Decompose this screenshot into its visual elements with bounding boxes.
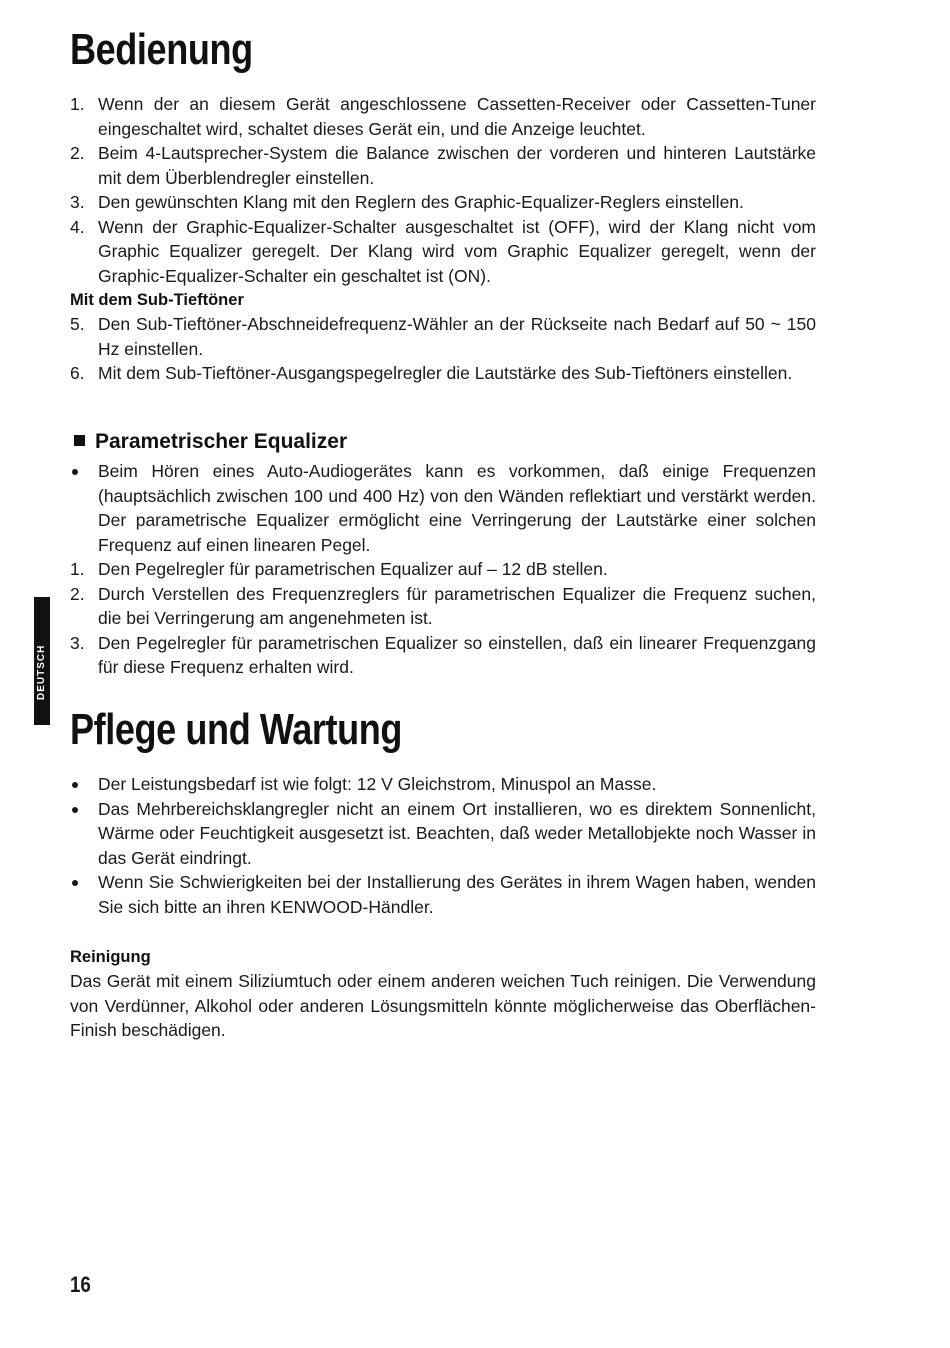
list-item [70, 92, 816, 141]
list-item [70, 631, 816, 680]
list-number: 5. [70, 314, 85, 334]
list-item-text: Den Pegelregler für parametrischen Equalizer so einstellen, daß ein linearer Frequenzgang für diese Frequenz erhalten wird. [98, 632, 816, 677]
list-item [70, 190, 816, 215]
list-number: 4. [70, 216, 85, 237]
list-item-text: Das Mehrbereichsklangregler nicht an einem Ort installieren, wo es direktem Sonnenlicht, Wärme oder Feuchtigkeit ausgesetzt ist. Beachten, daß weder Metallobjekte noch Wasser in das Gerät eindringt. [98, 798, 816, 868]
list-item [70, 459, 816, 557]
list-item [70, 582, 816, 631]
list-number: 1. [70, 559, 85, 579]
bullet-icon [72, 880, 78, 886]
operation-steps-list [70, 92, 816, 288]
list-item-text: Den gewünschten Klang mit den Reglern des Graphic-Equalizer-Reglers einstellen. [98, 192, 744, 212]
page-title-bedienung: Bedienung [70, 25, 253, 74]
bullet-icon [72, 782, 78, 788]
list-number: 2. [70, 583, 85, 604]
section-heading-text: Parametrischer Equalizer [95, 430, 348, 453]
list-number: 1. [70, 94, 85, 114]
list-item [70, 797, 816, 871]
section-heading-parametric-equalizer [74, 428, 347, 456]
square-bullet-icon [74, 435, 85, 446]
list-item-text: Beim Hören eines Auto-Audiogerätes kann es vorkommen, daß einige Frequenzen (hauptsächlich zwischen 100 und 400 Hz) von den Wänden reflektiart und verstärkt werden. Der parametrische Equalizer ermöglicht eine Verringerung der Lautstärke einer solchen Frequenz auf einen linearen Pegel. [98, 461, 816, 555]
list-item [70, 361, 816, 386]
list-item [70, 215, 816, 289]
list-item-text: Den Pegelregler für parametrischen Equalizer auf – 12 dB stellen. [98, 559, 608, 579]
language-side-tab-label: DEUTSCH [36, 644, 47, 700]
list-item-text: Der Leistungsbedarf ist wie folgt: 12 V Gleichstrom, Minuspol an Masse. [98, 774, 657, 794]
cleaning-paragraph: Das Gerät mit einem Siliziumtuch oder einem anderen weichen Tuch reinigen. Die Verwendung von Verdünner, Alkohol oder anderen Lösungsmitteln könnte möglicherweise das Oberflächen-Finish beschädigen. [70, 971, 816, 1040]
parametric-equalizer-list [70, 459, 816, 680]
list-item [70, 557, 816, 582]
list-number: 6. [70, 363, 85, 383]
list-number: 3. [70, 192, 85, 212]
list-item [70, 772, 816, 797]
list-item-text: Den Sub-Tieftöner-Abschneidefrequenz-Wähler an der Rückseite nach Bedarf auf 50 ~ 150 Hz einstellen. [98, 314, 816, 359]
subheading-sub-tieftoener: Mit dem Sub-Tieftöner [70, 291, 244, 309]
list-item-text: Durch Verstellen des Frequenzreglers für parametrischen Equalizer die Frequenz suchen, die bei Verringerung am angenehmeten ist. [98, 583, 816, 628]
bullet-icon [72, 807, 78, 813]
list-number: 3. [70, 632, 85, 653]
subwoofer-steps-list [70, 312, 816, 386]
list-number: 2. [70, 143, 85, 163]
list-item [70, 870, 816, 919]
list-item-text: Mit dem Sub-Tieftöner-Ausgangspegelregler die Lautstärke des Sub-Tieftöners einstellen. [98, 363, 793, 383]
maintenance-list [70, 772, 816, 919]
list-item-text: Beim 4-Lautsprecher-System die Balance zwischen der vorderen und hinteren Lautstärke mit dem Überblendregler einstellen. [98, 143, 816, 188]
subheading-reinigung: Reinigung [70, 948, 151, 966]
list-item-text: Wenn der an diesem Gerät angeschlossene Cassetten-Receiver oder Cassetten-Tuner eingeschaltet wird, schaltet dieses Gerät ein, und die Anzeige leuchtet. [98, 94, 816, 139]
list-item [70, 141, 816, 190]
list-item-text: Wenn Sie Schwierigkeiten bei der Installierung des Gerätes in ihrem Wagen haben, wenden Sie sich bitte an ihren KENWOOD-Händler. [98, 872, 816, 917]
list-item [70, 312, 816, 361]
list-item-text: Wenn der Graphic-Equalizer-Schalter ausgeschaltet ist (OFF), wird der Klang nicht vom Graphic Equalizer geregelt. Der Klang wird vom Graphic Equalizer geregelt, wenn der Graphic-Equalizer-Schalter ein geschaltet ist (ON). [98, 216, 816, 286]
bullet-icon [72, 469, 78, 475]
page-title-pflege-und-wartung: Pflege und Wartung [70, 705, 403, 754]
page-number: 16 [70, 1272, 91, 1297]
